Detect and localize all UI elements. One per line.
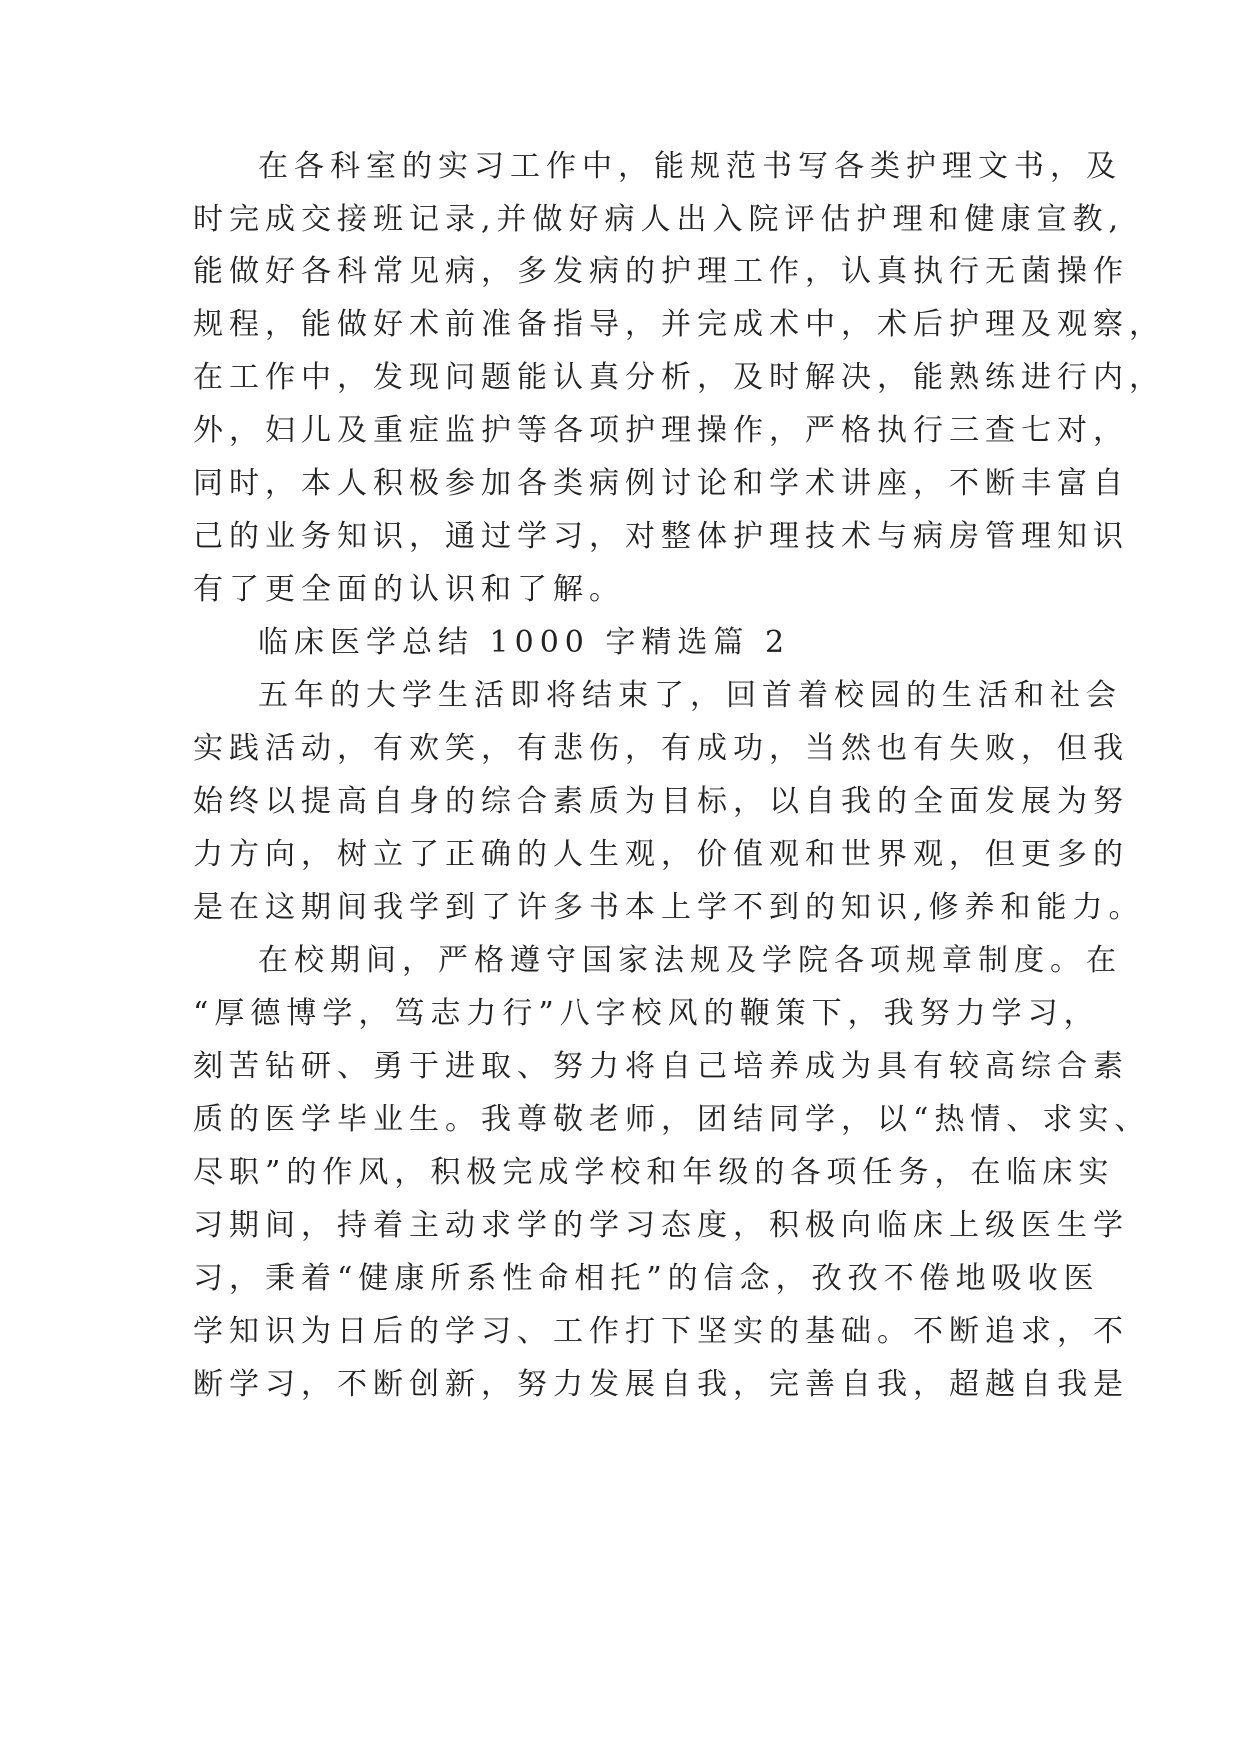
paragraph-line: 实践活动，有欢笑，有悲伤，有成功，当然也有失败，但我 bbox=[193, 731, 1129, 766]
paragraph-line: 在校期间，严格遵守国家法规及学院各项规章制度。在 bbox=[258, 943, 1122, 978]
paragraph-line: 同时，本人积极参加各类病例讨论和学术讲座，不断丰富自 bbox=[193, 466, 1129, 501]
paragraph-line: 己的业务知识，通过学习，对整体护理技术与病房管理知识 bbox=[193, 519, 1129, 554]
paragraph-line: 五年的大学生活即将结束了，回首着校园的生活和社会 bbox=[258, 678, 1122, 713]
paragraph-line: 有了更全面的认识和了解。 bbox=[193, 572, 625, 607]
paragraph-line: 习期间，持着主动求学的学习态度，积极向临床上级医生学 bbox=[193, 1208, 1129, 1243]
paragraph-line: “厚德博学，笃志力行”八字校风的鞭策下，我努力学习， bbox=[193, 996, 1100, 1031]
paragraph-line: 质的医学毕业生。我尊敬老师，团结同学，以“热情、求实、 bbox=[193, 1102, 1151, 1137]
paragraph-line: 始终以提高自身的综合素质为目标，以自我的全面发展为努 bbox=[193, 784, 1129, 819]
paragraph-line: 规程，能做好术前准备指导，并完成术中，术后护理及观察， bbox=[193, 307, 1165, 342]
paragraph-line: 能做好各科常见病，多发病的护理工作，认真执行无菌操作 bbox=[193, 254, 1129, 289]
paragraph-line: 学知识为日后的学习、工作打下坚实的基础。不断追求，不 bbox=[193, 1314, 1129, 1349]
paragraph-line: 刻苦钻研、勇于进取、努力将自己培养成为具有较高综合素 bbox=[193, 1049, 1129, 1084]
paragraph-line: 习，秉着“健康所系性命相托”的信念，孜孜不倦地吸收医 bbox=[193, 1261, 1100, 1296]
paragraph-line: 力方向，树立了正确的人生观，价值观和世界观，但更多的 bbox=[193, 837, 1129, 872]
paragraph-line: 是在这期间我学到了许多书本上学不到的知识,修养和能力。 bbox=[193, 890, 1145, 925]
paragraph-line: 尽职”的作风，积极完成学校和年级的各项任务，在临床实 bbox=[193, 1155, 1115, 1190]
paragraph-line: 断学习，不断创新，努力发展自我，完善自我，超越自我是 bbox=[193, 1367, 1129, 1402]
paragraph-line: 在工作中，发现问题能认真分析，及时解决，能熟练进行内， bbox=[193, 360, 1165, 395]
paragraph-line: 在各科室的实习工作中，能规范书写各类护理文书，及 bbox=[258, 149, 1122, 184]
paragraph-line: 外，妇儿及重症监护等各项护理操作，严格执行三查七对， bbox=[193, 413, 1129, 448]
section-heading: 临床医学总结 1000 字精选篇 2 bbox=[258, 625, 791, 660]
paragraph-line: 时完成交接班记录,并做好病人出入院评估护理和健康宣教, bbox=[193, 202, 1125, 237]
